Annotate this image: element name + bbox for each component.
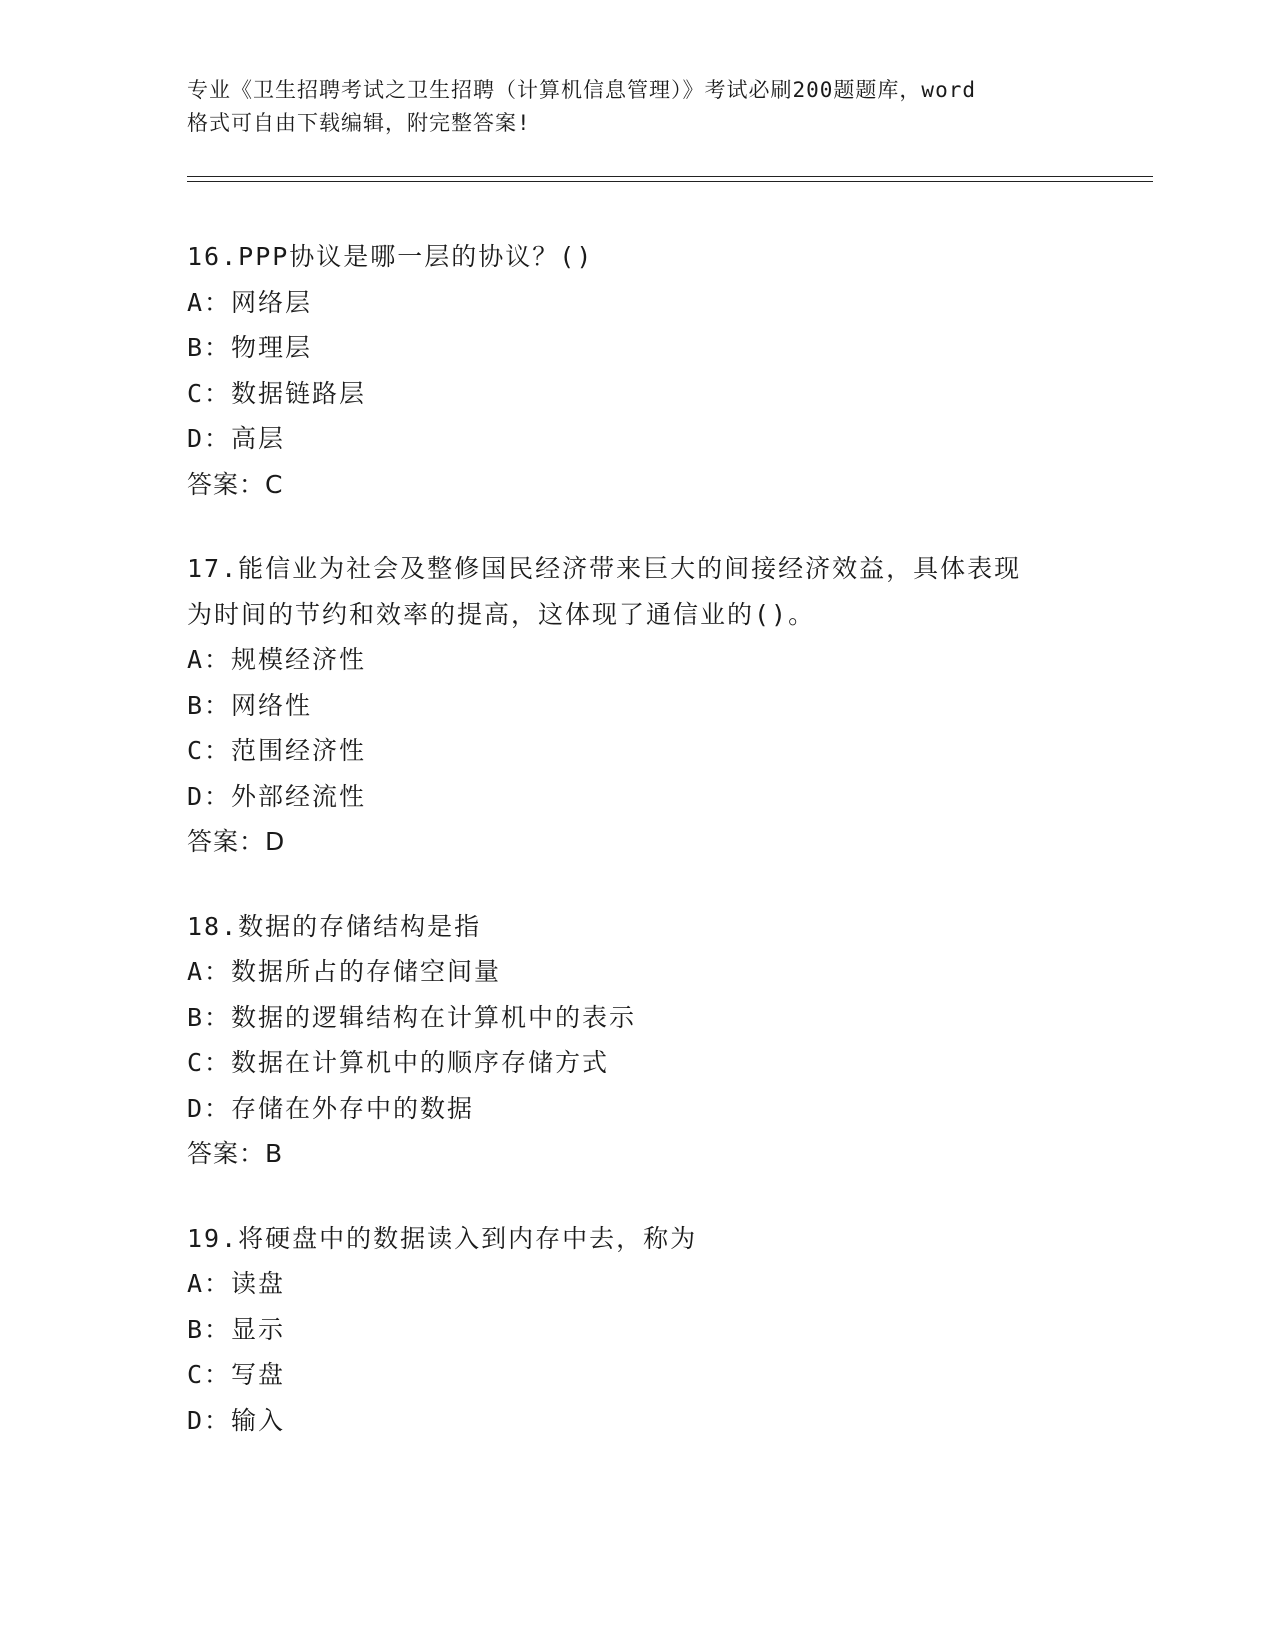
option-d: D：存储在外存中的数据 xyxy=(187,1093,475,1123)
option-a: A：网络层 xyxy=(187,287,313,317)
document-header xyxy=(187,74,1107,140)
question-19 xyxy=(187,1216,1127,1444)
answer: 答案：D xyxy=(187,827,286,856)
option-a: A：数据所占的存储空间量 xyxy=(187,957,502,986)
question-16 xyxy=(187,234,1127,507)
question-text: 16.PPP协议是哪一层的协议？() xyxy=(187,242,594,271)
answer: 答案：C xyxy=(187,469,284,499)
header-line-2: 格式可自由下载编辑，附完整答案! xyxy=(187,111,531,135)
option-d: D：高层 xyxy=(187,424,286,453)
question-18 xyxy=(187,904,1127,1177)
question-17 xyxy=(187,546,1127,865)
answer: 答案：B xyxy=(187,1139,284,1168)
option-a: A：读盘 xyxy=(187,1269,286,1298)
question-text-continued: 为时间的节约和效率的提高，这体现了通信业的()。 xyxy=(187,599,816,629)
question-text: 19.将硬盘中的数据读入到内存中去，称为 xyxy=(187,1223,698,1253)
option-c: C：范围经济性 xyxy=(187,736,367,765)
option-d: D：输入 xyxy=(187,1405,286,1435)
option-c: C：数据链路层 xyxy=(187,378,367,408)
question-list xyxy=(187,234,1127,1482)
option-a: A：规模经济性 xyxy=(187,645,367,674)
option-b: B：物理层 xyxy=(187,333,313,362)
header-divider-bottom xyxy=(187,181,1153,182)
option-c: C：写盘 xyxy=(187,1360,286,1389)
option-b: B：数据的逻辑结构在计算机中的表示 xyxy=(187,1002,637,1032)
option-c: C：数据在计算机中的顺序存储方式 xyxy=(187,1048,610,1077)
header-divider-top xyxy=(187,176,1153,177)
option-b: B：显示 xyxy=(187,1314,286,1344)
option-d: D：外部经流性 xyxy=(187,781,367,811)
option-b: B：网络性 xyxy=(187,690,313,720)
question-text: 18.数据的存储结构是指 xyxy=(187,911,482,941)
question-text: 17.能信业为社会及整修国民经济带来巨大的间接经济效益，具体表现 xyxy=(187,554,1022,583)
header-line-1: 专业《卫生招聘考试之卫生招聘（计算机信息管理）》考试必刷200题题库，word xyxy=(187,78,976,102)
